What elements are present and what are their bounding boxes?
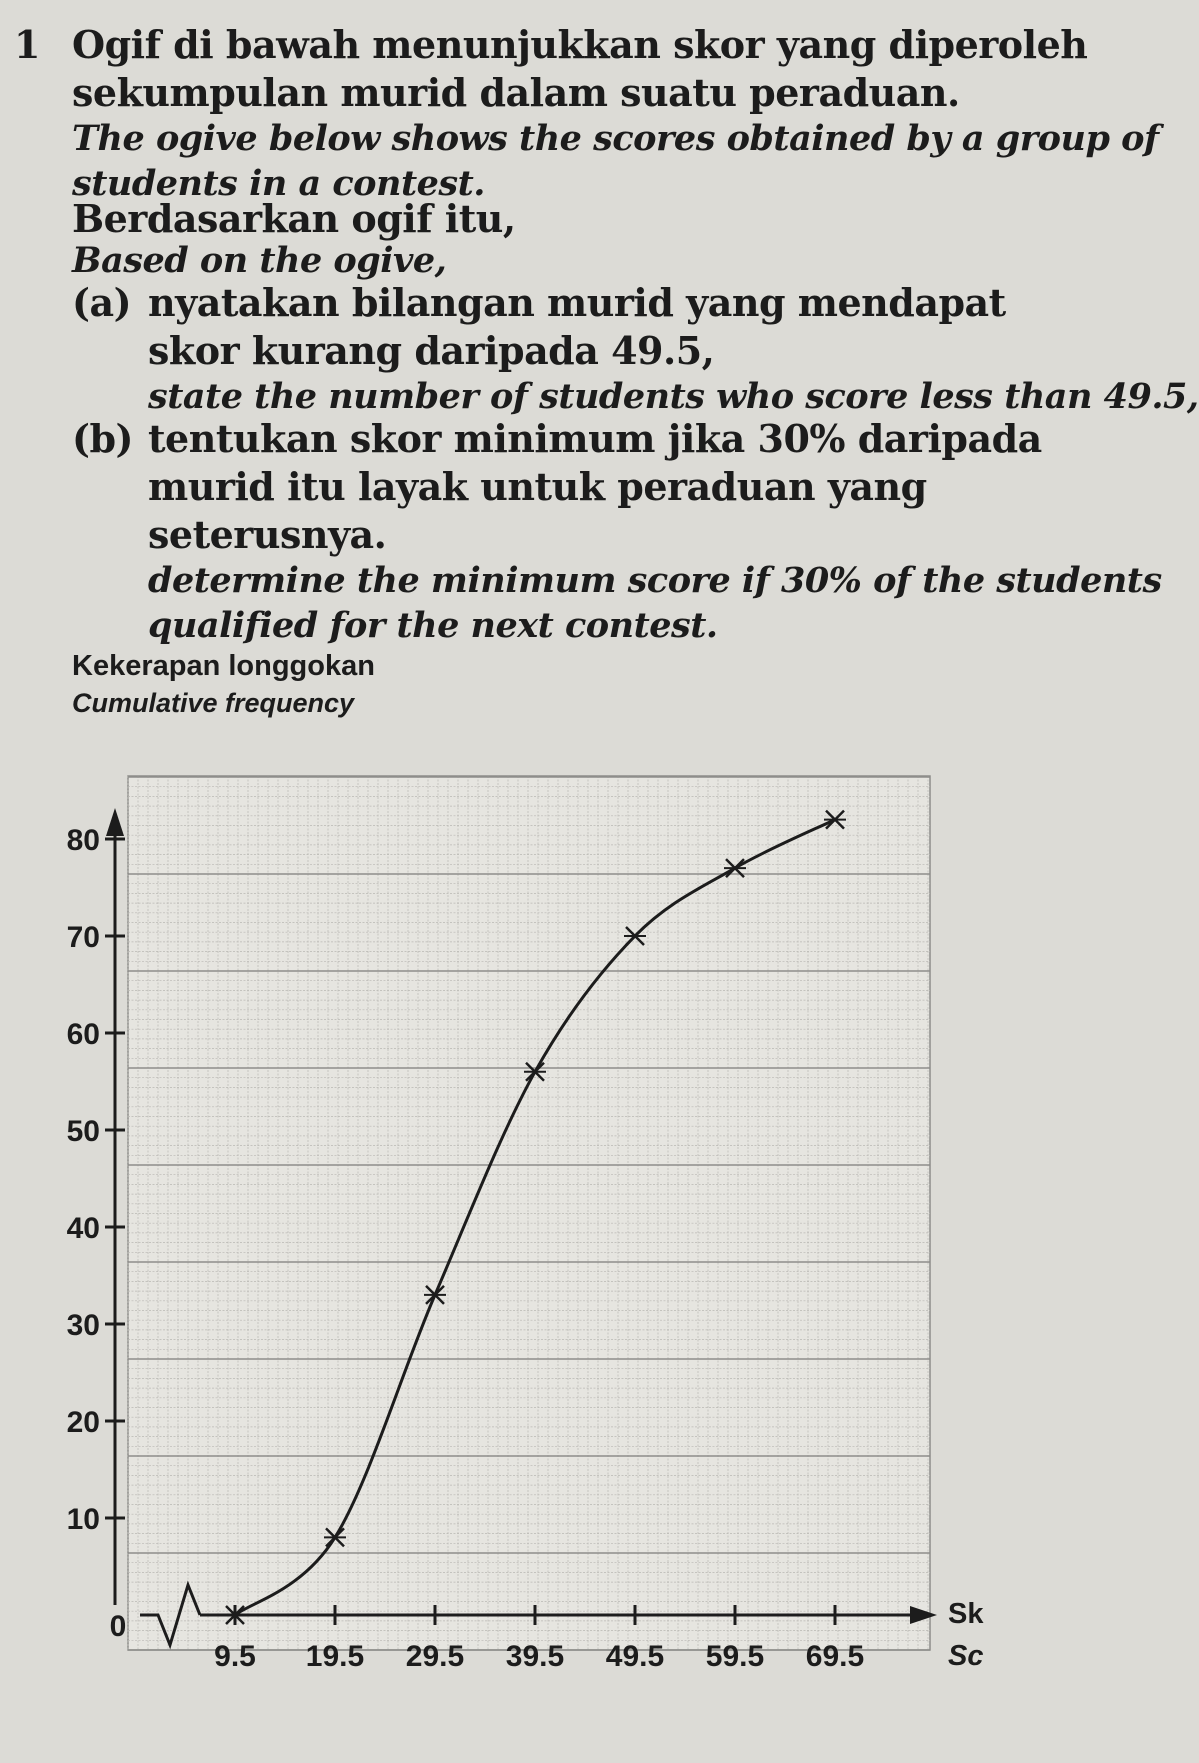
y-tick-label: 70 [66, 921, 100, 954]
part-b-en-line2: qualified for the next contest. [148, 605, 718, 646]
x-tick-label: 39.5 [505, 1640, 565, 1673]
graph-paper-grid [128, 776, 930, 1650]
part-b-ms-line1: tentukan skor minimum jika 30% daripada [148, 416, 1042, 461]
y-tick-label: 40 [66, 1212, 100, 1245]
origin-label: 0 [109, 1610, 127, 1643]
y-tick-label: 50 [66, 1115, 100, 1148]
part-b-label: (b) [72, 416, 134, 461]
part-a-ms-line2: skor kurang daripada 49.5, [148, 328, 715, 373]
x-axis-title-en: Sc [948, 1640, 984, 1672]
x-tick-label: 69.5 [805, 1640, 865, 1673]
y-tick-label: 80 [66, 824, 100, 857]
y-tick-label: 20 [66, 1406, 100, 1439]
part-a-label: (a) [72, 280, 132, 325]
x-tick-label: 29.5 [405, 1640, 465, 1673]
part-b-ms-line3: seterusnya. [148, 512, 387, 557]
x-axis-title-ms: Sk [948, 1598, 984, 1630]
part-b-ms-line2: murid itu layak untuk peraduan yang [148, 464, 927, 509]
x-tick-label: 9.5 [214, 1640, 256, 1673]
y-axis-title-ms: Kekerapan longgokan [72, 650, 375, 682]
x-tick-label: 19.5 [305, 1640, 365, 1673]
question-number: 1 [14, 22, 40, 67]
y-tick-label: 60 [66, 1018, 100, 1051]
question-ms-line1: Ogif di bawah menunjukkan skor yang diperoleh [72, 22, 1088, 67]
part-a-en: state the number of students who score less than 49.5, [148, 376, 1199, 417]
y-axis-title-en: Cumulative frequency [72, 688, 355, 718]
question-en-line1: The ogive below shows the scores obtained by a group of [72, 118, 1159, 159]
question-en-line2: students in a contest. [72, 163, 485, 204]
question-ms-line2: sekumpulan murid dalam suatu peraduan. [72, 70, 960, 115]
part-a-ms-line1: nyatakan bilangan murid yang mendapat [148, 280, 1006, 325]
y-tick-label: 30 [66, 1309, 100, 1342]
x-tick-label: 59.5 [705, 1640, 765, 1673]
part-b-en-line1: determine the minimum score if 30% of the students [148, 560, 1162, 601]
y-tick-label: 10 [66, 1503, 100, 1536]
y-axis-arrow-icon [106, 808, 124, 836]
based-on-en: Based on the ogive, [72, 240, 447, 281]
x-tick-label: 49.5 [605, 1640, 665, 1673]
based-on-ms: Berdasarkan ogif itu, [72, 196, 516, 241]
